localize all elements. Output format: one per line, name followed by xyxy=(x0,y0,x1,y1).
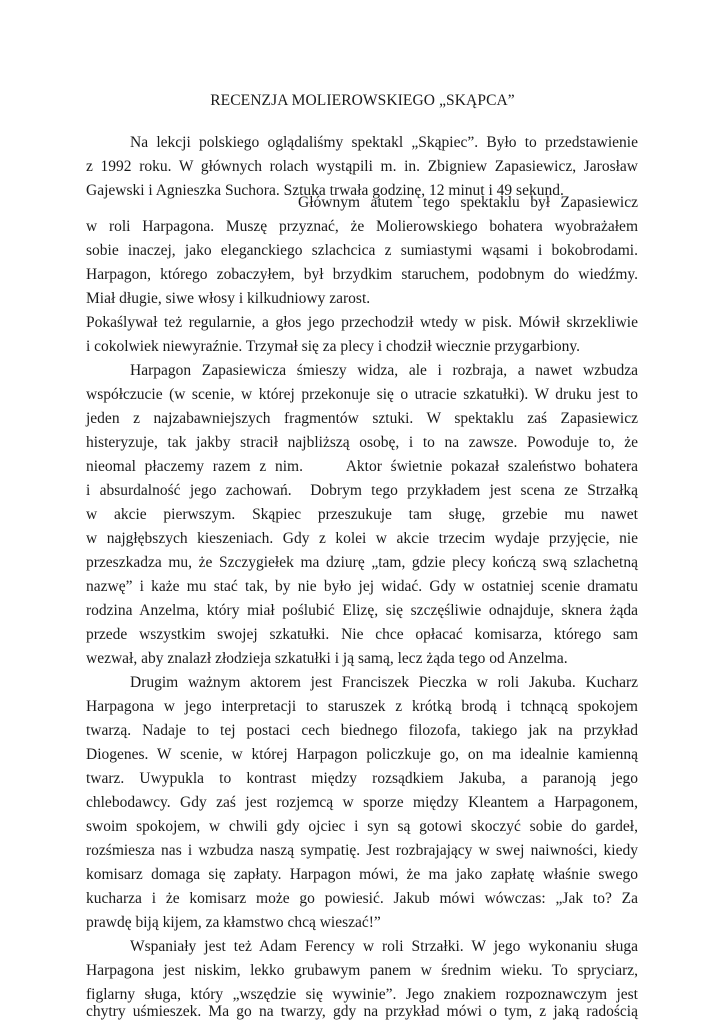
text-line: jeden z najzabawniejszych fragmentów sztuki. W spektaklu zaś Zapasiewicz xyxy=(86,410,638,427)
text-line: przede wszystkim swojej szkatułki. Nie chce opłacać komisarza, którego sam xyxy=(86,626,638,643)
text-line: z 1992 roku. W głównych rolach wystąpili m. in. Zbigniew Zapasiewicz, Jarosław xyxy=(86,158,638,175)
text-line: rodzina Anzelma, który miał poślubić Elizę, się szczęśliwie odnajduje, sknera żąda xyxy=(86,602,638,619)
text-line: nazwę” i każe mu stać tak, by nie było jej widać. Gdy w ostatniej scenie dramatu xyxy=(86,578,638,595)
text-line: w akcie pierwszym. Skąpiec przeszukuje tam sługę, grzebie mu nawet xyxy=(86,506,638,523)
document-title: RECENZJA MOLIEROWSKIEGO „SKĄPCA” xyxy=(210,92,515,109)
text-line: chlebodawcy. Gdy zaś jest rozjemcą w sporze między Kleantem a Harpagonem, xyxy=(86,794,638,811)
text-line: Miał długie, siwe włosy i kilkudniowy zarost. xyxy=(86,290,371,307)
text-line: twarzą. Nadaje to tej postaci cech biednego filozofa, takiego jak na przykład xyxy=(86,722,638,739)
text-line: twarz. Uwypukla to kontrast między rozsądkiem Jakuba, a paranoją jego xyxy=(86,770,638,787)
text-line: i cokolwiek niewyraźnie. Trzymał się za plecy i chodził wiecznie przygarbiony. xyxy=(86,338,580,355)
text-line: Harpagon, którego zobaczyłem, był brzydkim staruchem, podobnym do wiedźmy. xyxy=(86,266,638,283)
text-line: kucharza i że komisarz może go powiesić. Jakub mówi wówczas: „Jak to? Za xyxy=(86,890,638,907)
text-line: figlarny sługa, który „wszędzie się wywinie”. Jego znakiem rozpoznawczym jest xyxy=(86,986,638,1003)
text-line: swoim spokojem, w chwili gdy ojciec i syn są gotowi skoczyć sobie do gardeł, xyxy=(86,818,638,835)
text-line: komisarz domaga się zapłaty. Harpagon mówi, że ma jako zapłatę właśnie swego xyxy=(86,866,638,883)
text-line: sobie inaczej, jako eleganckiego szlachcica z sumiastymi wąsami i bokobrodami. xyxy=(86,242,638,259)
text-line: nieomal płaczemy razem z nim. Aktor świetnie pokazał szaleństwo bohatera xyxy=(86,458,638,475)
text-line: histeryzuje, tak jakby stracił najbliższą osobę, i to na zawsze. Powoduje to, że xyxy=(86,434,638,451)
text-line: Gajewski i Agnieszka Suchora. Sztuka trwała godzinę, 12 minut i 49 sekund. xyxy=(86,182,564,199)
text-line: i absurdalność jego zachowań. Dobrym tego przykładem jest scena ze Strzałką xyxy=(86,482,638,499)
text-line: Diogenes. W scenie, w której Harpagon policzkuje go, on ma idealnie kamienną xyxy=(86,746,638,763)
text-line: w najgłębszych kieszeniach. Gdy z kolei w akcie trzecim wydaje przyjęcie, nie xyxy=(86,530,638,547)
text-line: Pokaślywał też regularnie, a głos jego przechodził wtedy w pisk. Mówił skrzekliwie xyxy=(86,314,638,331)
text-line: w roli Harpagona. Muszę przyznać, że Molierowskiego bohatera wyobrażałem xyxy=(86,218,638,235)
text-line: rozśmiesza nas i wzbudza naszą sympatię. Jest rozbrajający w swej naiwności, kiedy xyxy=(86,842,638,859)
text-line: Na lekcji polskiego oglądaliśmy spektakl „Skąpiec”. Było to przedstawienie xyxy=(130,134,638,151)
text-line: Harpagon Zapasiewicza śmieszy widza, ale i rozbraja, a nawet wzbudza xyxy=(130,362,638,379)
text-line: Drugim ważnym aktorem jest Franciszek Pieczka w roli Jakuba. Kucharz xyxy=(130,674,638,691)
text-line: chytry uśmieszek. Ma go na twarzy, gdy na przykład mówi o tym, z jaką radością xyxy=(86,1003,638,1020)
text-line: Wspaniały jest też Adam Ferency w roli Strzałki. W jego wykonaniu sługa xyxy=(130,938,638,955)
text-line: Głównym atutem tego spektaklu był Zapasiewicz xyxy=(298,194,638,211)
text-line: współczucie (w scenie, w której przekonuje się o utracie szkatułki). W druku jest to xyxy=(86,386,638,403)
text-line: przeszkadza mu, że Szczygiełek ma dziurę „tam, gdzie plecy kończą swą szlachetną xyxy=(86,554,638,571)
text-line: wezwał, aby znalazł złodzieja szkatułki i ją samą, lecz żąda tego od Anzelma. xyxy=(86,650,568,667)
text-line: Harpagona w jego interpretacji to staruszek z krótką brodą i tchnącą spokojem xyxy=(86,698,638,715)
text-line: prawdę biją kijem, za kłamstwo chcą wieszać!” xyxy=(86,914,381,931)
text-line: Harpagona jest niskim, lekko grubawym panem w średnim wieku. To spryciarz, xyxy=(86,962,638,979)
